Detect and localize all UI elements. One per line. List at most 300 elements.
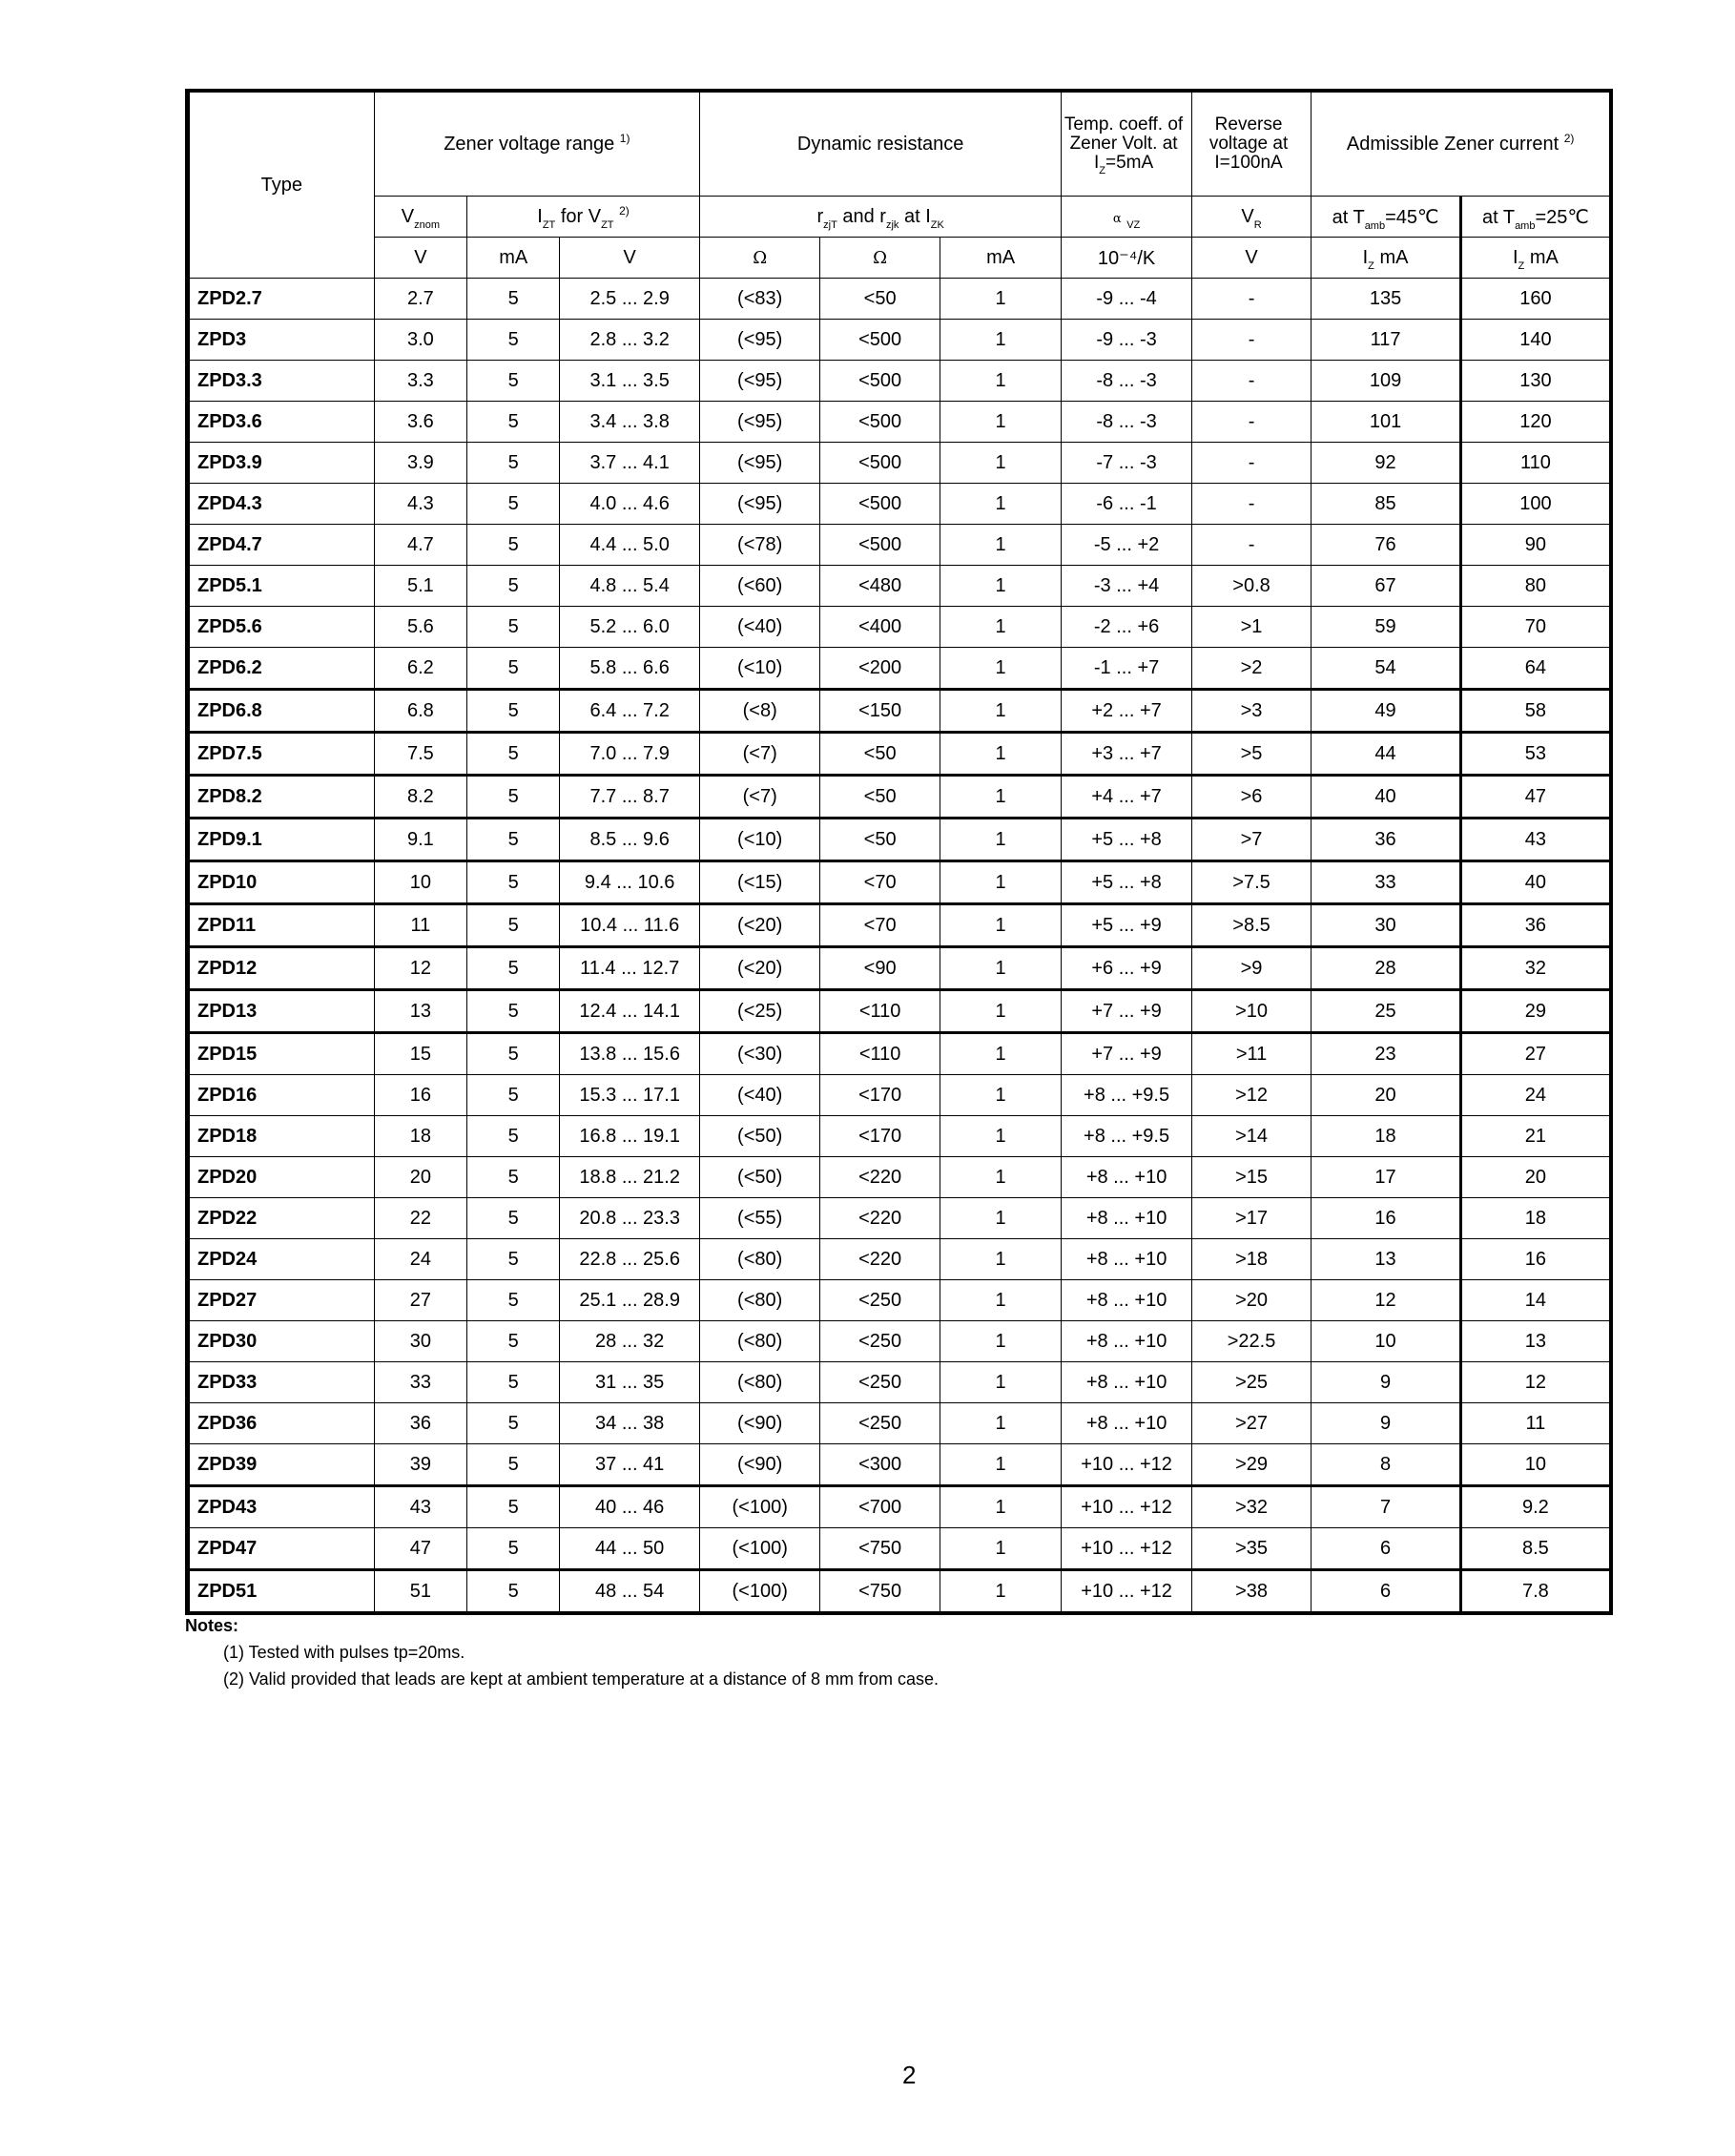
cell-vznom: 15	[374, 1033, 466, 1075]
cell-rzjk: <220	[820, 1239, 940, 1280]
cell-iz45: 59	[1312, 607, 1461, 648]
cell-rzjt: (<78)	[699, 525, 819, 566]
cell-vr: >22.5	[1191, 1321, 1311, 1362]
cell-izt: 5	[467, 776, 560, 819]
symbol-text: at I	[898, 205, 931, 227]
temp-coeff-tail: =5mA	[1105, 153, 1154, 173]
cell-rzjk: <500	[820, 361, 940, 402]
cell-type: ZPD16	[188, 1075, 375, 1116]
cell-vzt: 2.5 ... 2.9	[560, 279, 700, 320]
cell-type: ZPD5.6	[188, 607, 375, 648]
cell-alpha: -8 ... -3	[1062, 402, 1191, 443]
cell-vzt: 10.4 ... 11.6	[560, 904, 700, 947]
cell-vr: >5	[1191, 733, 1311, 776]
cell-alpha: -3 ... +4	[1062, 566, 1191, 607]
cell-rzjt: (<20)	[699, 947, 819, 990]
table-row	[188, 279, 1612, 320]
cell-vr: >10	[1191, 990, 1311, 1033]
cell-iz45: 12	[1312, 1280, 1461, 1321]
symbol-sub: ZT	[601, 218, 614, 231]
cell-alpha: +5 ... +8	[1062, 819, 1191, 861]
symbol-sub: VZ	[1126, 218, 1141, 231]
cell-vr: >11	[1191, 1033, 1311, 1075]
cell-vr: >32	[1191, 1486, 1311, 1528]
cell-vr: >7.5	[1191, 861, 1311, 904]
symbol-sub: ZT	[542, 218, 556, 231]
cell-izt: 5	[467, 1116, 560, 1157]
cell-type: ZPD7.5	[188, 733, 375, 776]
cell-izk: 1	[940, 776, 1061, 819]
table-row	[188, 1075, 1612, 1116]
reverse-voltage-header	[1191, 91, 1311, 197]
cell-rzjt: (<83)	[699, 279, 819, 320]
cell-izt: 5	[467, 1403, 560, 1444]
cell-izk: 1	[940, 607, 1061, 648]
temp-coeff-sub: Z	[1099, 165, 1105, 176]
symbol-text: for V	[555, 205, 602, 227]
cell-rzjk: <170	[820, 1075, 940, 1116]
cell-iz45: 101	[1312, 402, 1461, 443]
cell-alpha: +7 ... +9	[1062, 990, 1191, 1033]
cell-izk: 1	[940, 1033, 1061, 1075]
cell-izt: 5	[467, 361, 560, 402]
cell-iz25: 9.2	[1460, 1486, 1611, 1528]
cell-iz45: 17	[1312, 1157, 1461, 1198]
cell-alpha: -6 ... -1	[1062, 484, 1191, 525]
cell-vr: >35	[1191, 1528, 1311, 1570]
cell-vr: >8.5	[1191, 904, 1311, 947]
cell-vznom: 13	[374, 990, 466, 1033]
notes-title: Notes:	[185, 1616, 239, 1635]
symbol-sub: zjT	[823, 218, 837, 231]
symbol-sub: Z	[1518, 259, 1525, 272]
cell-alpha: +8 ... +10	[1062, 1321, 1191, 1362]
cell-vznom: 5.1	[374, 566, 466, 607]
cell-izt: 5	[467, 861, 560, 904]
cell-vr: >38	[1191, 1570, 1311, 1614]
cell-alpha: -2 ... +6	[1062, 607, 1191, 648]
cell-iz45: 30	[1312, 904, 1461, 947]
cell-vr: >12	[1191, 1075, 1311, 1116]
cell-vzt: 7.0 ... 7.9	[560, 733, 700, 776]
cell-vznom: 10	[374, 861, 466, 904]
cell-vzt: 6.4 ... 7.2	[560, 690, 700, 733]
cell-izk: 1	[940, 1198, 1061, 1239]
cell-alpha: +8 ... +9.5	[1062, 1116, 1191, 1157]
zener-spec-table	[185, 89, 1613, 1615]
cell-vzt: 3.7 ... 4.1	[560, 443, 700, 484]
cell-rzjk: <500	[820, 320, 940, 361]
symbol-sub: amb	[1364, 219, 1386, 232]
cell-izt: 5	[467, 690, 560, 733]
cell-rzjk: <250	[820, 1321, 940, 1362]
type-header-label: Type	[260, 175, 303, 196]
cell-vznom: 47	[374, 1528, 466, 1570]
symbol-sub: zjk	[885, 218, 899, 231]
cell-rzjt: (<15)	[699, 861, 819, 904]
cell-izk: 1	[940, 990, 1061, 1033]
cell-iz25: 110	[1460, 443, 1611, 484]
cell-izt: 5	[467, 1239, 560, 1280]
cell-type: ZPD36	[188, 1403, 375, 1444]
cell-type: ZPD11	[188, 904, 375, 947]
cell-rzjk: <300	[820, 1444, 940, 1486]
table-row	[188, 733, 1612, 776]
cell-type: ZPD3.3	[188, 361, 375, 402]
cell-vzt: 7.7 ... 8.7	[560, 776, 700, 819]
cell-vzt: 8.5 ... 9.6	[560, 819, 700, 861]
cell-vznom: 6.2	[374, 648, 466, 690]
cell-izk: 1	[940, 1486, 1061, 1528]
cell-vr: >20	[1191, 1280, 1311, 1321]
cell-iz45: 117	[1312, 320, 1461, 361]
cell-rzjt: (<95)	[699, 484, 819, 525]
t25-symbol	[1460, 197, 1611, 238]
table-row	[188, 1280, 1612, 1321]
cell-izt: 5	[467, 947, 560, 990]
cell-iz25: 120	[1460, 402, 1611, 443]
cell-vznom: 3.9	[374, 443, 466, 484]
table-row	[188, 819, 1612, 861]
cell-izt: 5	[467, 1570, 560, 1614]
cell-vr: -	[1191, 279, 1311, 320]
cell-rzjt: (<7)	[699, 733, 819, 776]
cell-izk: 1	[940, 1403, 1061, 1444]
cell-alpha: +8 ... +10	[1062, 1239, 1191, 1280]
cell-rzjk: <750	[820, 1570, 940, 1614]
cell-alpha: -7 ... -3	[1062, 443, 1191, 484]
cell-vr: >25	[1191, 1362, 1311, 1403]
cell-rzjt: (<20)	[699, 904, 819, 947]
cell-vzt: 25.1 ... 28.9	[560, 1280, 700, 1321]
cell-vzt: 4.0 ... 4.6	[560, 484, 700, 525]
cell-alpha: +8 ... +10	[1062, 1280, 1191, 1321]
cell-type: ZPD3	[188, 320, 375, 361]
cell-vzt: 31 ... 35	[560, 1362, 700, 1403]
cell-izk: 1	[940, 733, 1061, 776]
cell-rzjt: (<80)	[699, 1280, 819, 1321]
cell-type: ZPD4.7	[188, 525, 375, 566]
cell-alpha: +8 ... +10	[1062, 1198, 1191, 1239]
cell-iz25: 32	[1460, 947, 1611, 990]
cell-rzjk: <250	[820, 1362, 940, 1403]
symbol-main: r	[816, 205, 824, 227]
cell-rzjk: <500	[820, 402, 940, 443]
cell-rzjt: (<80)	[699, 1239, 819, 1280]
cell-vznom: 8.2	[374, 776, 466, 819]
cell-vr: -	[1191, 525, 1311, 566]
cell-rzjk: <400	[820, 607, 940, 648]
cell-vznom: 11	[374, 904, 466, 947]
header-row-units	[188, 238, 1612, 279]
cell-vzt: 37 ... 41	[560, 1444, 700, 1486]
table-row	[188, 402, 1612, 443]
table-row	[188, 443, 1612, 484]
cell-vznom: 2.7	[374, 279, 466, 320]
cell-iz25: 130	[1460, 361, 1611, 402]
cell-iz45: 54	[1312, 648, 1461, 690]
cell-iz25: 14	[1460, 1280, 1611, 1321]
cell-vr: >6	[1191, 776, 1311, 819]
cell-rzjt: (<50)	[699, 1116, 819, 1157]
cell-rzjt: (<40)	[699, 1075, 819, 1116]
cell-vr: >1	[1191, 607, 1311, 648]
cell-vznom: 4.3	[374, 484, 466, 525]
cell-iz45: 10	[1312, 1321, 1461, 1362]
cell-alpha: +4 ... +7	[1062, 776, 1191, 819]
table-row	[188, 320, 1612, 361]
unit-izk: mA	[940, 238, 1061, 279]
cell-alpha: +10 ... +12	[1062, 1486, 1191, 1528]
vznom-symbol	[374, 197, 466, 238]
cell-vr: -	[1191, 320, 1311, 361]
cell-izk: 1	[940, 1116, 1061, 1157]
table-row	[188, 1033, 1612, 1075]
cell-vzt: 34 ... 38	[560, 1403, 700, 1444]
page-number: 2	[902, 2061, 917, 2089]
cell-rzjt: (<55)	[699, 1198, 819, 1239]
cell-rzjk: <170	[820, 1116, 940, 1157]
table-row	[188, 525, 1612, 566]
cell-iz25: 53	[1460, 733, 1611, 776]
cell-izt: 5	[467, 607, 560, 648]
cell-alpha: +3 ... +7	[1062, 733, 1191, 776]
cell-vzt: 12.4 ... 14.1	[560, 990, 700, 1033]
cell-vr: -	[1191, 402, 1311, 443]
table-row	[188, 990, 1612, 1033]
cell-iz45: 135	[1312, 279, 1461, 320]
cell-iz25: 18	[1460, 1198, 1611, 1239]
cell-iz25: 13	[1460, 1321, 1611, 1362]
cell-iz45: 36	[1312, 819, 1461, 861]
cell-vzt: 20.8 ... 23.3	[560, 1198, 700, 1239]
cell-izt: 5	[467, 733, 560, 776]
cell-alpha: +8 ... +9.5	[1062, 1075, 1191, 1116]
cell-vznom: 3.0	[374, 320, 466, 361]
table-row	[188, 1403, 1612, 1444]
cell-vznom: 9.1	[374, 819, 466, 861]
cell-vr: >9	[1191, 947, 1311, 990]
cell-vznom: 18	[374, 1116, 466, 1157]
symbol-sub: znom	[414, 218, 440, 231]
cell-rzjt: (<25)	[699, 990, 819, 1033]
cell-vr: >7	[1191, 819, 1311, 861]
cell-rzjt: (<10)	[699, 819, 819, 861]
symbol-text: =25℃	[1535, 206, 1589, 228]
cell-iz45: 40	[1312, 776, 1461, 819]
cell-iz25: 80	[1460, 566, 1611, 607]
cell-iz25: 70	[1460, 607, 1611, 648]
cell-rzjt: (<80)	[699, 1321, 819, 1362]
symbol-main: V	[1241, 205, 1254, 227]
izt-symbol	[467, 197, 700, 238]
table-row	[188, 361, 1612, 402]
cell-type: ZPD24	[188, 1239, 375, 1280]
table-row	[188, 648, 1612, 690]
table-row	[188, 1362, 1612, 1403]
cell-alpha: -8 ... -3	[1062, 361, 1191, 402]
cell-rzjt: (<8)	[699, 690, 819, 733]
cell-vzt: 5.8 ... 6.6	[560, 648, 700, 690]
cell-rzjk: <220	[820, 1198, 940, 1239]
cell-rzjk: <110	[820, 1033, 940, 1075]
cell-iz45: 16	[1312, 1198, 1461, 1239]
symbol-text: mA	[1374, 246, 1409, 268]
table-row	[188, 484, 1612, 525]
cell-iz25: 100	[1460, 484, 1611, 525]
cell-rzjt: (<95)	[699, 402, 819, 443]
cell-rzjt: (<90)	[699, 1403, 819, 1444]
cell-vznom: 51	[374, 1570, 466, 1614]
unit-izt: mA	[467, 238, 560, 279]
cell-vznom: 12	[374, 947, 466, 990]
footnote-ref: 2)	[619, 203, 630, 218]
symbol-main: α	[1112, 211, 1122, 226]
cell-izt: 5	[467, 320, 560, 361]
cell-iz45: 13	[1312, 1239, 1461, 1280]
ohm-symbol: Ω	[753, 247, 768, 268]
unit-alpha: 10⁻⁴/K	[1062, 238, 1191, 279]
cell-iz45: 76	[1312, 525, 1461, 566]
cell-rzjk: <90	[820, 947, 940, 990]
note-1: (1) Tested with pulses tp=20ms.	[223, 1643, 465, 1662]
cell-type: ZPD27	[188, 1280, 375, 1321]
unit-vzt: V	[560, 238, 700, 279]
cell-type: ZPD6.2	[188, 648, 375, 690]
cell-izt: 5	[467, 1157, 560, 1198]
cell-izt: 5	[467, 1528, 560, 1570]
cell-izk: 1	[940, 525, 1061, 566]
cell-type: ZPD13	[188, 990, 375, 1033]
cell-vzt: 3.1 ... 3.5	[560, 361, 700, 402]
cell-iz45: 23	[1312, 1033, 1461, 1075]
symbol-text: =45℃	[1385, 206, 1439, 228]
cell-iz45: 33	[1312, 861, 1461, 904]
cell-type: ZPD43	[188, 1486, 375, 1528]
cell-rzjt: (<40)	[699, 607, 819, 648]
cell-vzt: 44 ... 50	[560, 1528, 700, 1570]
cell-vr: >15	[1191, 1157, 1311, 1198]
cell-type: ZPD6.8	[188, 690, 375, 733]
cell-rzjt: (<90)	[699, 1444, 819, 1486]
cell-izk: 1	[940, 1321, 1061, 1362]
cell-iz45: 28	[1312, 947, 1461, 990]
cell-rzjt: (<7)	[699, 776, 819, 819]
cell-iz25: 12	[1460, 1362, 1611, 1403]
cell-rzjk: <250	[820, 1280, 940, 1321]
cell-iz25: 140	[1460, 320, 1611, 361]
vr-symbol	[1191, 197, 1311, 238]
cell-izk: 1	[940, 819, 1061, 861]
cell-izt: 5	[467, 648, 560, 690]
cell-type: ZPD3.9	[188, 443, 375, 484]
cell-type: ZPD4.3	[188, 484, 375, 525]
cell-vznom: 30	[374, 1321, 466, 1362]
table-row	[188, 690, 1612, 733]
cell-rzjt: (<10)	[699, 648, 819, 690]
cell-rzjk: <50	[820, 819, 940, 861]
symbol-text: and r	[837, 205, 886, 227]
cell-izt: 5	[467, 819, 560, 861]
cell-type: ZPD18	[188, 1116, 375, 1157]
admissible-current-label: Admissible Zener current	[1346, 134, 1559, 155]
cell-iz45: 25	[1312, 990, 1461, 1033]
table-row	[188, 947, 1612, 990]
cell-iz25: 8.5	[1460, 1528, 1611, 1570]
cell-vzt: 5.2 ... 6.0	[560, 607, 700, 648]
cell-izk: 1	[940, 904, 1061, 947]
cell-alpha: +6 ... +9	[1062, 947, 1191, 990]
cell-izk: 1	[940, 484, 1061, 525]
unit-rzjt	[699, 238, 819, 279]
cell-iz45: 92	[1312, 443, 1461, 484]
cell-vzt: 15.3 ... 17.1	[560, 1075, 700, 1116]
symbol-main: I	[1512, 246, 1518, 268]
symbol-sub: Z	[1368, 259, 1374, 272]
cell-izt: 5	[467, 1444, 560, 1486]
cell-vznom: 3.6	[374, 402, 466, 443]
cell-izk: 1	[940, 320, 1061, 361]
header-row-titles	[188, 91, 1612, 197]
rz-symbol	[699, 197, 1061, 238]
cell-type: ZPD22	[188, 1198, 375, 1239]
symbol-main: I	[1362, 246, 1369, 268]
cell-izt: 5	[467, 1198, 560, 1239]
cell-rzjt: (<100)	[699, 1570, 819, 1614]
alpha-symbol	[1062, 197, 1191, 238]
cell-vznom: 6.8	[374, 690, 466, 733]
cell-vzt: 11.4 ... 12.7	[560, 947, 700, 990]
cell-izk: 1	[940, 402, 1061, 443]
cell-izk: 1	[940, 443, 1061, 484]
cell-izk: 1	[940, 648, 1061, 690]
cell-rzjt: (<60)	[699, 566, 819, 607]
cell-izk: 1	[940, 1528, 1061, 1570]
cell-vr: >17	[1191, 1198, 1311, 1239]
cell-iz25: 16	[1460, 1239, 1611, 1280]
cell-izt: 5	[467, 904, 560, 947]
table-row	[188, 566, 1612, 607]
table-row	[188, 861, 1612, 904]
symbol-main: V	[401, 205, 415, 227]
cell-vzt: 18.8 ... 21.2	[560, 1157, 700, 1198]
cell-rzjk: <110	[820, 990, 940, 1033]
cell-izt: 5	[467, 566, 560, 607]
cell-alpha: -9 ... -4	[1062, 279, 1191, 320]
cell-vznom: 33	[374, 1362, 466, 1403]
symbol-text: mA	[1524, 246, 1559, 268]
cell-rzjk: <70	[820, 861, 940, 904]
footnote-ref: 2)	[1563, 132, 1575, 145]
cell-iz25: 20	[1460, 1157, 1611, 1198]
symbol-sub: amb	[1515, 219, 1536, 232]
cell-type: ZPD39	[188, 1444, 375, 1486]
cell-vznom: 4.7	[374, 525, 466, 566]
table-row	[188, 1116, 1612, 1157]
cell-iz25: 64	[1460, 648, 1611, 690]
cell-iz25: 160	[1460, 279, 1611, 320]
t45-symbol	[1312, 197, 1461, 238]
cell-rzjk: <50	[820, 279, 940, 320]
cell-iz25: 90	[1460, 525, 1611, 566]
footnote-ref: 1)	[619, 132, 630, 145]
cell-vzt: 4.8 ... 5.4	[560, 566, 700, 607]
cell-vznom: 16	[374, 1075, 466, 1116]
symbol-sub: ZK	[930, 218, 944, 231]
cell-izk: 1	[940, 1239, 1061, 1280]
cell-vznom: 43	[374, 1486, 466, 1528]
cell-vr: >29	[1191, 1444, 1311, 1486]
